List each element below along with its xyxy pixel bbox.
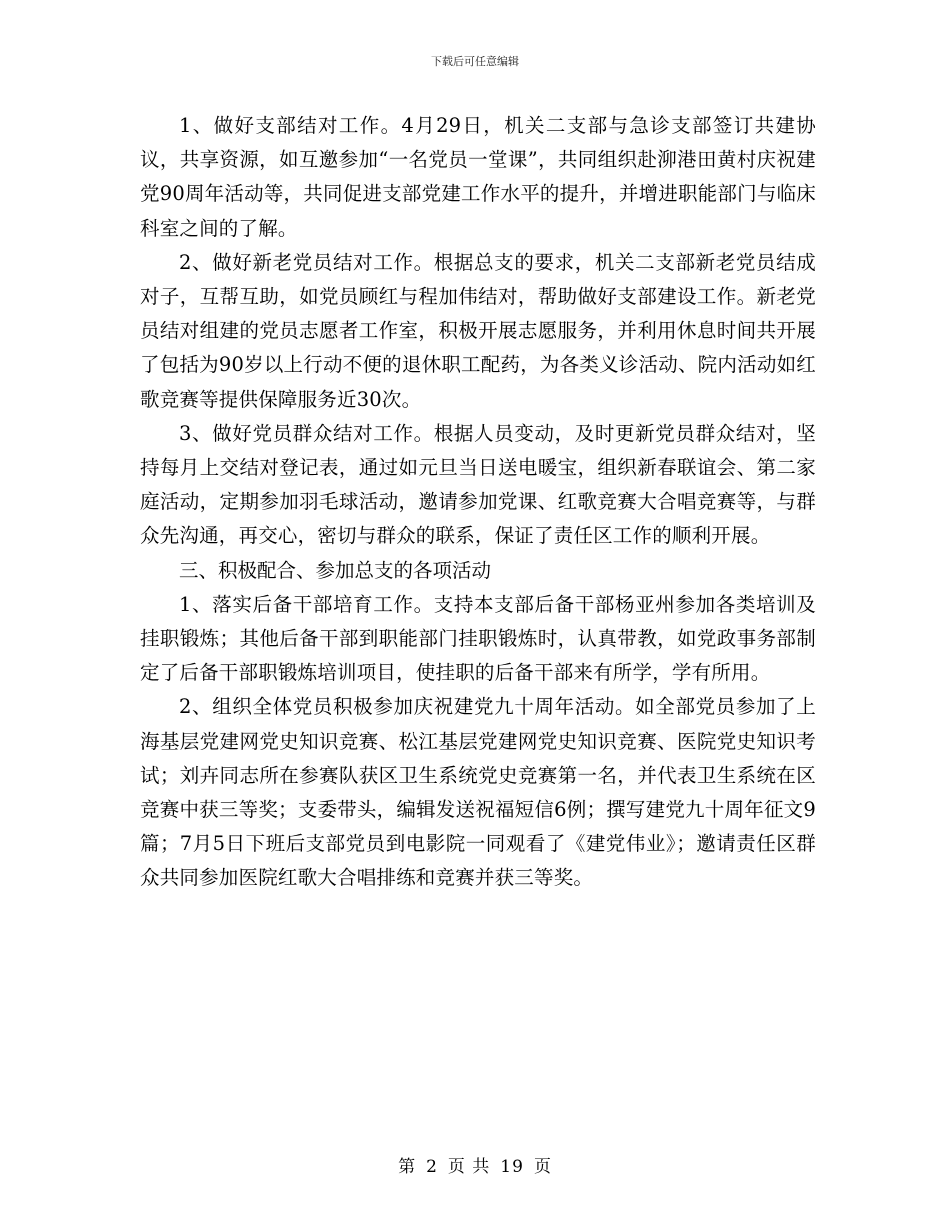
- footer-middle: 页 共: [447, 1157, 491, 1177]
- total-pages: 19: [500, 1157, 524, 1177]
- page-number: 2: [426, 1157, 438, 1177]
- paragraph-5: 2、组织全体党员积极参加庆祝建党九十周年活动。如全部党员参加了上海基层党建网党史知识竞赛、松江基层党建网党史知识竞赛、医院党史知识考试；刘卉同志所在参赛队获区卫生系统党史竞赛第一名，并代表卫生系统在区竞赛中获三等奖；支委带头，编辑发送祝福短信6例；撰写建党九十周年征文9篇；7月5日下班后支部党员到电影院一同观看了《建党伟业》；邀请责任区群众共同参加医院红歌大合唱排练和竞赛并获三等奖。: [140, 695, 816, 890]
- footer-suffix: 页: [533, 1157, 552, 1177]
- page-footer: [0, 1152, 950, 1177]
- footer-prefix: 第: [398, 1157, 417, 1177]
- page-header: 下载后可任意编辑: [431, 55, 519, 68]
- paragraph-2: 2、做好新老党员结对工作。根据总支的要求，机关二支部新老党员结成对子，互帮互助，如党员顾红与程加伟结对，帮助做好支部建设工作。新老党员结对组建的党员志愿者工作室，积极开展志愿服务，并利用休息时间共开展了包括为90岁以上行动不便的退休职工配药，为各类义诊活动、院内活动如红歌竞赛等提供保障服务近30次。: [140, 250, 816, 411]
- section-heading: 三、积极配合、参加总支的各项活动: [179, 558, 492, 582]
- paragraph-1: 1、做好支部结对工作。4月29日，机关二支部与急诊支部签订共建协议，共享资源，如互邀参加“一名党员一堂课”，共同组织赴泖港田黄村庆祝建党90周年活动等，共同促进支部党建工作水平的提升，并增进职能部门与临床科室之间的了解。: [140, 114, 816, 240]
- paragraph-4: 1、落实后备干部培育工作。支持本支部后备干部杨亚州参加各类培训及挂职锻炼；其他后备干部到职能部门挂职锻炼时，认真带教，如党政事务部制定了后备干部职锻炼培训项目，使挂职的后备干部来有所学，学有所用。: [140, 592, 816, 685]
- paragraph-3: 3、做好党员群众结对工作。根据人员变动，及时更新党员群众结对，坚持每月上交结对登记表，通过如元旦当日送电暖宝，组织新春联谊会、第二家庭活动，定期参加羽毛球活动，邀请参加党课、红歌竞赛大合唱竞赛等，与群众先沟通，再交心，密切与群众的联系，保证了责任区工作的顺利开展。: [140, 421, 816, 548]
- document-body: [140, 109, 816, 896]
